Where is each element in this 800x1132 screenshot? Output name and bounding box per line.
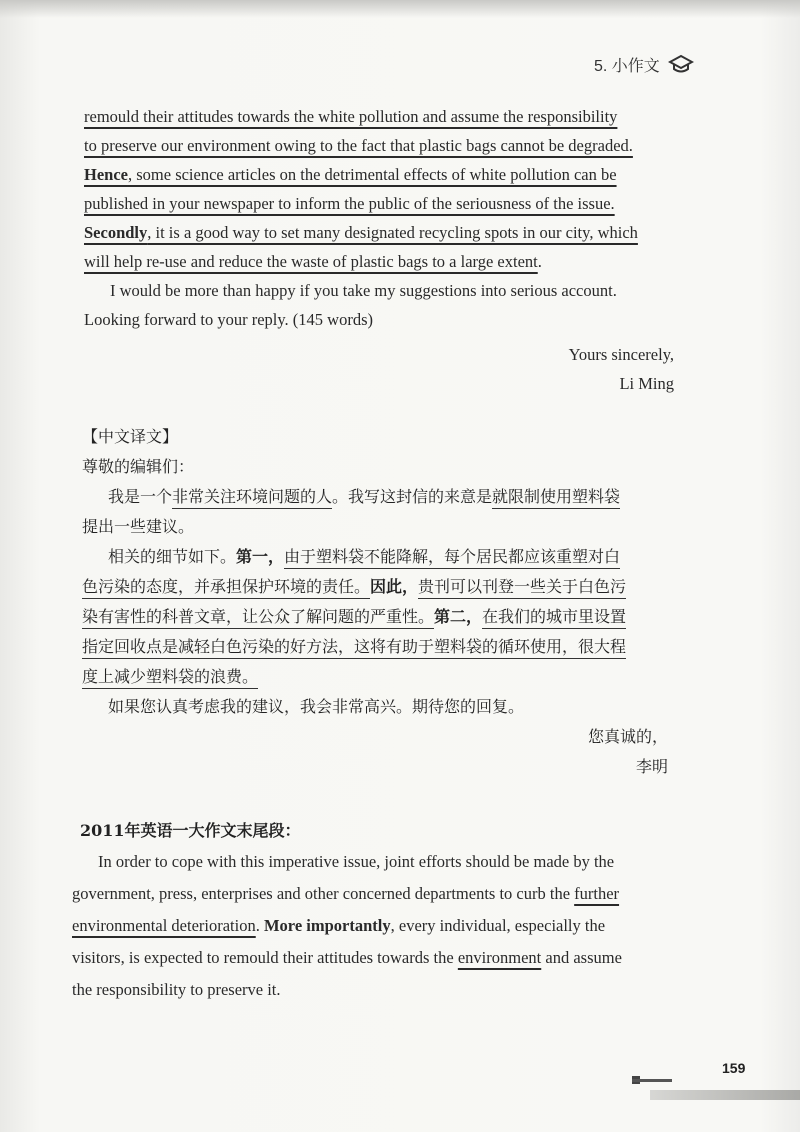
- chinese-translation: [82, 422, 682, 722]
- transition-word: Secondly: [84, 223, 148, 242]
- translation-closing: [82, 722, 668, 782]
- translation-line: 染有害性的科普文章，让公众了解问题的严重性。第二，在我们的城市里设置: [82, 602, 682, 632]
- translation-line: 我是一个非常关注环境问题的人。我写这封信的来意是就限制使用塑料袋: [82, 482, 682, 512]
- essay-line: In order to cope with this imperative issue, joint efforts should be made by the: [98, 852, 615, 871]
- translation-line: 色污染的态度，并承担保护环境的责任。因此，贵刊可以刊登一些关于白色污: [82, 572, 682, 602]
- letter-closing: [84, 340, 674, 398]
- letter-line: remould their attitudes towards the white pollution and assume the responsibility: [84, 107, 618, 126]
- essay-line: the responsibility to preserve it.: [72, 980, 281, 999]
- closing-phrase: Yours sincerely,: [568, 345, 674, 364]
- english-letter-body: [84, 102, 674, 334]
- essay-line: government, press, enterprises and other concerned departments to curb the further: [72, 884, 620, 903]
- letter-line: to preserve our environment owing to the fact that plastic bags cannot be degraded.: [84, 136, 633, 155]
- page-number-rule: [632, 1079, 672, 1082]
- essay-2011-body: [72, 846, 682, 1006]
- signature: 李明: [635, 757, 668, 776]
- translation-line: 提出一些建议。: [82, 517, 195, 536]
- letter-line: Looking forward to your reply. (145 words): [84, 310, 373, 329]
- essay-line: visitors, is expected to remould their attitudes towards the environment and assume: [72, 948, 622, 967]
- signature: Li Ming: [619, 374, 674, 393]
- closing-phrase: 您真诚的，: [587, 727, 668, 746]
- letter-line: will help re-use and reduce the waste of plastic bags to a large extent.: [84, 252, 542, 271]
- essay-line: environmental deterioration. More importantly, every individual, especially the: [72, 916, 606, 935]
- translation-line: 度上减少塑料袋的浪费。: [82, 662, 682, 692]
- letter-line: Hence, some science articles on the detrimental effects of white pollution can be: [84, 165, 617, 184]
- graduation-cap-icon: [668, 53, 694, 75]
- translation-heading: 【中文译文】: [82, 427, 179, 446]
- page-edge-bar: [650, 1090, 800, 1100]
- translation-salutation: 尊敬的编辑们：: [82, 457, 195, 476]
- letter-line: Secondly, it is a good way to set many designated recycling spots in our city, which: [84, 223, 638, 242]
- chapter-header: [594, 52, 694, 76]
- translation-line: 相关的细节如下。第一，由于塑料袋不能降解，每个居民都应该重塑对白: [82, 542, 682, 572]
- transition-word: Hence: [84, 165, 128, 184]
- translation-line: 如果您认真考虑我的建议，我会非常高兴。期待您的回复。: [108, 697, 525, 716]
- chapter-label: 5. 小作文: [594, 57, 660, 75]
- translation-line: 指定回收点是减轻白色污染的好方法，这将有助于塑料袋的循环使用，很大程: [82, 632, 682, 662]
- page-top-shadow: [0, 0, 800, 18]
- page-number: 159: [722, 1060, 746, 1076]
- section-heading: 2011年英语一大作文末尾段：: [80, 821, 301, 840]
- letter-line: I would be more than happy if you take my suggestions into serious account.: [110, 281, 617, 300]
- letter-line: published in your newspaper to inform the public of the seriousness of the issue.: [84, 194, 615, 213]
